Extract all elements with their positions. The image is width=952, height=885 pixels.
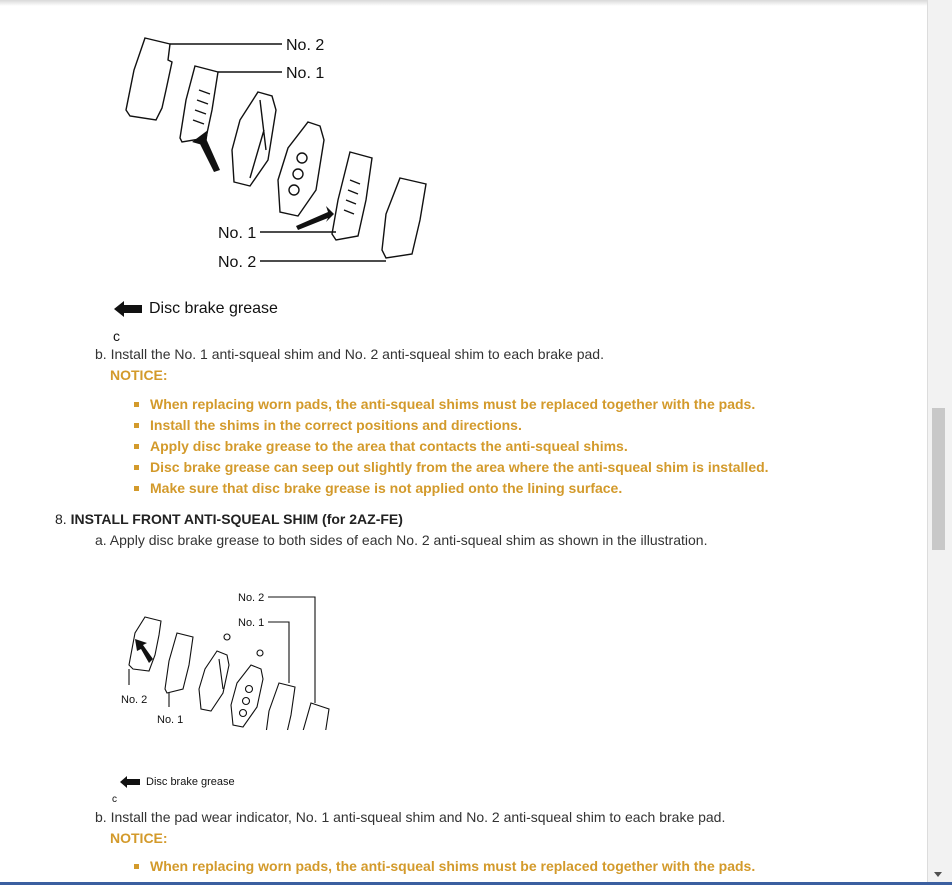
- step-number: 8.: [55, 511, 67, 527]
- figure1-legend: [114, 300, 278, 318]
- shim-no1-left: [165, 633, 193, 693]
- figure2-legend: [120, 776, 235, 788]
- grease-arrow-icon: [120, 776, 140, 788]
- notice-list-1: [130, 394, 769, 499]
- label-no1-top: No. 1: [238, 617, 265, 629]
- step8a-text: a. Apply disc brake grease to both sides of each No. 2 anti-squeal shim as shown in the illustration.: [95, 532, 708, 548]
- shim-no1-left: [180, 66, 218, 142]
- shim-no2-right: [299, 703, 329, 730]
- shim-no2-right: [382, 178, 426, 258]
- notice-list-2: [130, 856, 755, 877]
- shim-no1-right: [265, 683, 295, 730]
- brake-pad-2: [278, 122, 324, 216]
- shim-no1-right: [332, 152, 372, 240]
- brake-pad-1: [199, 651, 229, 711]
- notice-item: When replacing worn pads, the anti-squeal shims must be replaced together with the pads.: [130, 856, 755, 877]
- notice-item: Make sure that disc brake grease is not applied onto the lining surface.: [130, 478, 769, 499]
- label-no1-left: No. 1: [157, 714, 184, 726]
- step8b-text: b. Install the pad wear indicator, No. 1 anti-squeal shim and No. 2 anti-squeal shim to each brake pad.: [95, 809, 726, 825]
- top-shadow: [0, 0, 927, 6]
- brake-pad-2: [231, 665, 263, 727]
- label-no2-top: No. 2: [286, 37, 325, 54]
- legend-label: Disc brake grease: [149, 300, 278, 317]
- notice-label: NOTICE:: [110, 830, 168, 846]
- scroll-down-arrow-icon[interactable]: [934, 872, 942, 877]
- figure2-caption: c: [112, 794, 117, 805]
- figure1-illustration: [100, 30, 460, 275]
- step7b-text: b. Install the No. 1 anti-squeal shim and No. 2 anti-squeal shim to each brake pad.: [95, 346, 604, 362]
- step-title: INSTALL FRONT ANTI-SQUEAL SHIM (for 2AZ-FE): [70, 511, 403, 527]
- notice-label: NOTICE:: [110, 367, 168, 383]
- notice-item: Disc brake grease can seep out slightly from the area where the anti-squeal shim is installed.: [130, 457, 769, 478]
- grease-arrow-1: [135, 639, 153, 663]
- notice-item: Apply disc brake grease to the area that contacts the anti-squeal shims.: [130, 436, 769, 457]
- shim-no2-left: [126, 38, 172, 120]
- brake-pad-1: [232, 92, 276, 186]
- scrollbar-thumb[interactable]: [932, 408, 945, 550]
- label-no1-top: No. 1: [286, 65, 325, 82]
- notice-item: When replacing worn pads, the anti-squeal shims must be replaced together with the pads.: [130, 394, 769, 415]
- step8-heading: [55, 511, 403, 527]
- figure2-illustration: [115, 585, 345, 730]
- label-no2-top: No. 2: [238, 592, 265, 604]
- label-no2-bottom: No. 2: [218, 254, 257, 271]
- grease-arrow-icon: [114, 300, 142, 318]
- label-no1-bottom: No. 1: [218, 225, 257, 242]
- vertical-scrollbar[interactable]: [927, 0, 952, 885]
- grease-arrow-1: [192, 130, 220, 172]
- legend-label: Disc brake grease: [146, 776, 235, 788]
- notice-item: Install the shims in the correct positions and directions.: [130, 415, 769, 436]
- figure1-caption: c: [113, 328, 120, 344]
- label-no2-left: No. 2: [121, 694, 148, 706]
